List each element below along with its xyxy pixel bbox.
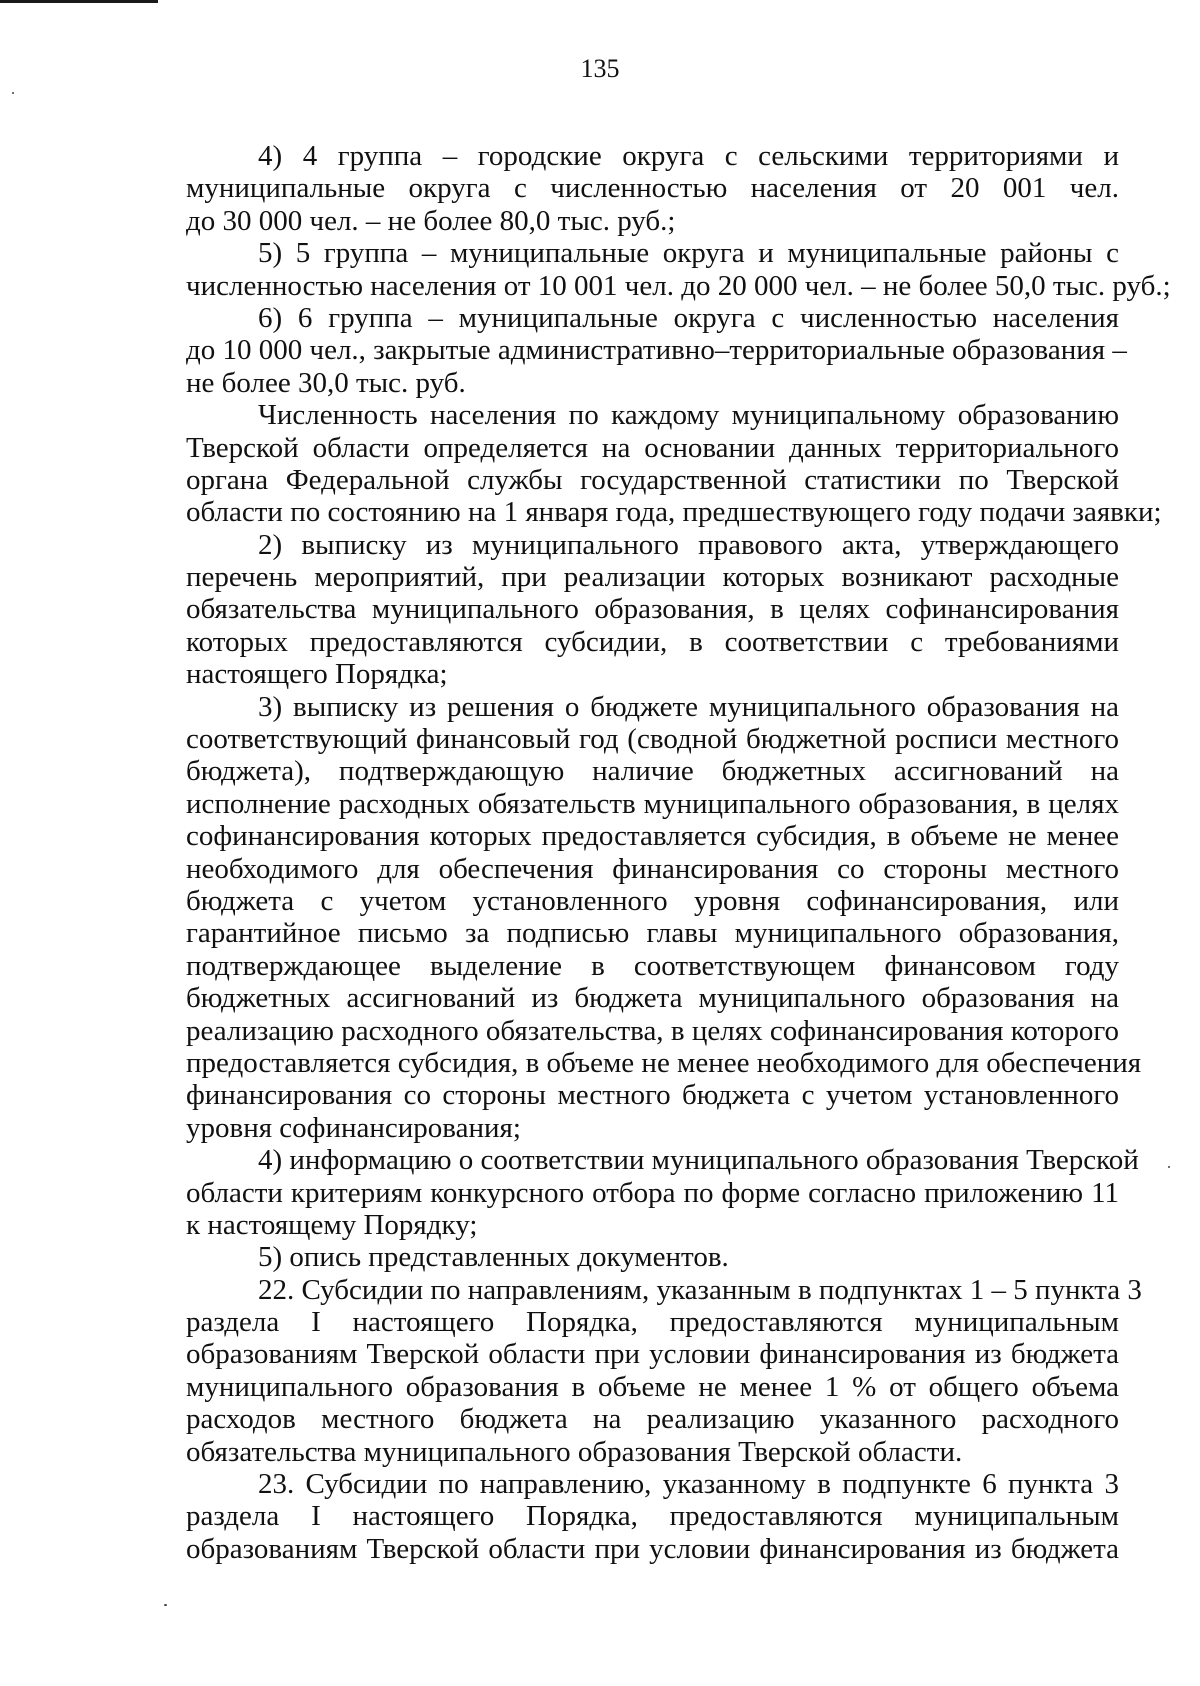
text-line: необходимого для обеспечения финансирования со стороны местного (186, 852, 1119, 885)
text-line: до 10 000 чел., закрытые административно–территориальные образования – (186, 334, 1127, 367)
scan-speck (164, 1604, 167, 1606)
text-line: раздела I настоящего Порядка, предоставляются муниципальным (186, 1306, 1119, 1339)
paragraph (186, 1241, 1119, 1273)
text-line: 22. Субсидии по направлениям, указанным в подпунктах 1 – 5 пункта 3 (258, 1273, 1142, 1306)
paragraph (186, 140, 1119, 237)
text-line: реализацию расходного обязательства, в целях софинансирования которого (186, 1014, 1119, 1047)
text-line: обязательства муниципального образования, в целях софинансирования (186, 593, 1119, 626)
text-line: финансирования со стороны местного бюджета с учетом установленного (186, 1079, 1119, 1112)
text-line: муниципального образования в объеме не менее 1 % от общего объема (186, 1370, 1119, 1403)
text-line: расходов местного бюджета на реализацию указанного расходного (186, 1403, 1119, 1436)
text-line: муниципальные округа с численностью населения от 20 001 чел. (186, 172, 1119, 205)
text-line: образованиям Тверской области при условии финансирования из бюджета (186, 1532, 1119, 1565)
text-line: бюджетных ассигнований из бюджета муниципального образования на (186, 982, 1119, 1015)
scan-edge-rule (0, 0, 158, 3)
text-line: Тверской области определяется на основании данных территориального (186, 431, 1119, 464)
text-line: настоящего Порядка; (186, 658, 448, 691)
text-line: обязательства муниципального образования Тверской области. (186, 1435, 963, 1468)
paragraph (186, 237, 1171, 302)
text-line: перечень мероприятий, при реализации которых возникают расходные (186, 561, 1119, 594)
text-line: 5) 5 группа – муниципальные округа и муниципальные районы с (258, 237, 1119, 270)
text-line: 5) опись представленных документов. (258, 1241, 729, 1274)
text-line: численностью населения от 10 001 чел. до 20 000 чел. – не более 50,0 тыс. руб.; (186, 269, 1171, 302)
paragraph (186, 1273, 1142, 1468)
text-line: подтверждающее выделение в соответствующем финансовом году (186, 949, 1119, 982)
paragraph (186, 301, 1127, 399)
document-body (186, 140, 1171, 1565)
text-line: органа Федеральной службы государственной статистики по Тверской (186, 463, 1119, 496)
text-line: уровня софинансирования; (186, 1111, 521, 1144)
text-line: бюджета), подтверждающую наличие бюджетных ассигнований на (186, 755, 1119, 788)
text-line: до 30 000 чел. – не более 80,0 тыс. руб.; (186, 204, 676, 237)
text-line: которых предоставляются субсидии, в соответствии с требованиями (186, 625, 1119, 658)
paragraph (186, 1144, 1139, 1241)
text-line: раздела I настоящего Порядка, предоставляются муниципальным (186, 1500, 1119, 1533)
text-line: софинансирования которых предоставляется субсидия, в объеме не менее (186, 820, 1119, 853)
paragraph (186, 690, 1142, 1144)
page-number: 135 (580, 54, 620, 83)
scan-speck (12, 92, 14, 94)
text-line: Численность населения по каждому муниципальному образованию (258, 399, 1119, 432)
text-line: 23. Субсидии по направлению, указанному в подпункте 6 пункта 3 (258, 1468, 1119, 1501)
text-line: 4) 4 группа – городские округа с сельскими территориями и (258, 140, 1119, 172)
text-line: к настоящему Порядку; (186, 1208, 478, 1241)
text-line: 2) выписку из муниципального правового акта, утверждающего (258, 528, 1119, 561)
text-line: 3) выписку из решения о бюджете муниципального образования на (258, 690, 1119, 723)
text-line: 4) информацию о соответствии муниципального образования Тверской (258, 1144, 1139, 1177)
text-line: образованиям Тверской области при условии финансирования из бюджета (186, 1338, 1119, 1371)
text-line: не более 30,0 тыс. руб. (186, 366, 466, 399)
paragraph (186, 399, 1162, 529)
text-line: гарантийное письмо за подписью главы муниципального образования, (186, 917, 1119, 950)
text-line: области по состоянию на 1 января года, предшествующего году подачи заявки; (186, 496, 1162, 529)
text-line: бюджета с учетом установленного уровня софинансирования, или (186, 884, 1119, 917)
paragraph (186, 1468, 1119, 1565)
text-line: 6) 6 группа – муниципальные округа с численностью населения (258, 301, 1119, 334)
text-line: соответствующий финансовый год (сводной бюджетной росписи местного (186, 723, 1119, 756)
text-line: предоставляется субсидия, в объеме не менее необходимого для обеспечения (186, 1046, 1142, 1079)
scan-speck (1168, 1166, 1170, 1168)
text-line: исполнение расходных обязательств муниципального образования, в целях (186, 787, 1119, 820)
text-line: области критериям конкурсного отбора по форме согласно приложению 11 (186, 1176, 1119, 1209)
paragraph (186, 529, 1119, 691)
